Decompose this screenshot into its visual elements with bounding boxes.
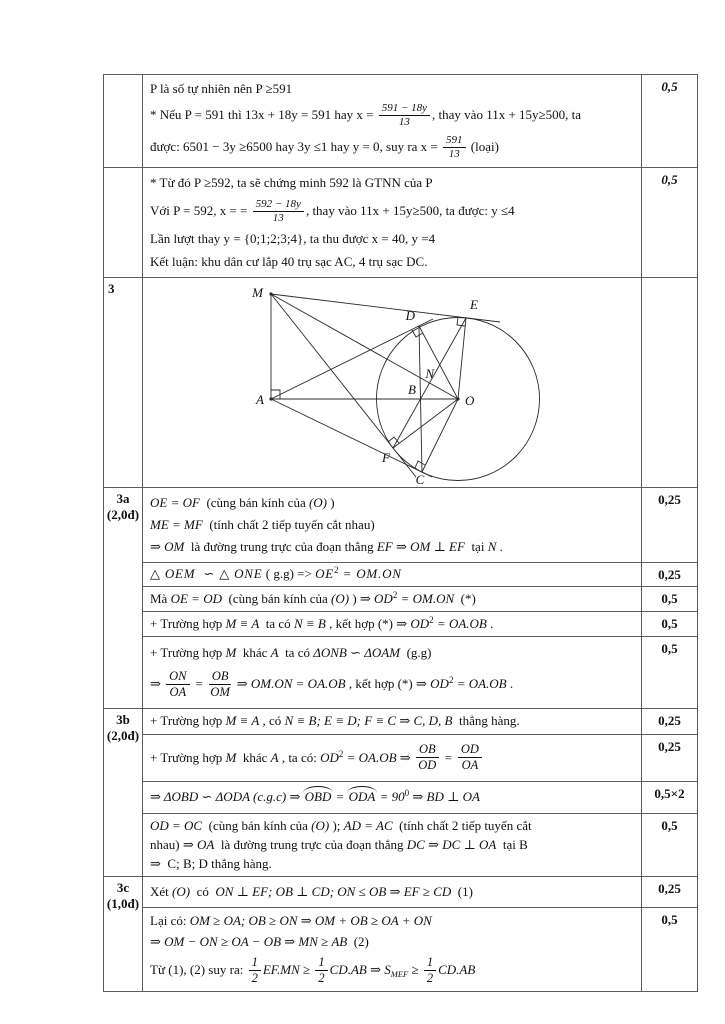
question-points: (1,0đ) <box>106 896 140 911</box>
solution-table <box>103 74 698 992</box>
math-run: OM ≥ OA; OB ≥ ON ⇒ OM + OB ≥ OA + ON <box>189 913 432 929</box>
solution-cell <box>143 612 641 636</box>
text-run: khác <box>236 645 271 661</box>
point-label-D: D <box>405 308 415 323</box>
solution-line <box>150 837 636 853</box>
question-number: 3a <box>116 491 130 506</box>
math-run: ⇒ OM − ON ≥ OA − OB ⇒ MN ≥ AB <box>150 934 348 949</box>
point-label-M: M <box>252 285 263 300</box>
text-run: (cùng bán kính của <box>199 494 309 510</box>
math-fraction: $\frac{592 - 18y}{13}$ <box>253 198 304 225</box>
group-subrows <box>143 488 697 708</box>
solution-cell <box>143 587 641 612</box>
text-run: . <box>486 616 494 632</box>
diagram-segment <box>271 294 500 322</box>
solution-line: Từ (1), (2) suy ra: 1 2 EF.MN ≥ $\frac{1}{2}$ CD.AB ⇒ S MEF ≥ $\frac{1}{2}$ CD.AB <box>150 954 476 985</box>
math-run: OD <box>320 749 339 765</box>
math-fraction: $\frac{OD}{OA}$ <box>458 742 482 773</box>
score-cell: 0,5 <box>641 587 697 612</box>
table-row <box>104 168 697 278</box>
math-fraction: $\frac{591 - 18y}{13}$ <box>379 102 430 129</box>
angle-arc-run: ODA <box>348 789 376 805</box>
solution-line <box>150 254 636 270</box>
solution-cell <box>143 735 641 781</box>
text-run: , ta có: <box>278 749 321 765</box>
solution-line <box>150 175 636 191</box>
text-run: * Nếu P = 591 thì 13x + 18y = 591 hay x = <box>150 107 377 123</box>
solution-line <box>150 645 636 661</box>
math-run: ⇒ OD <box>416 676 449 692</box>
text-run: (*) <box>454 590 476 606</box>
math-run: DC ⇒ DC ⊥ OA <box>406 837 497 853</box>
solution-line <box>150 231 636 247</box>
question-group-row <box>104 709 697 877</box>
score-cell: 0,25 <box>641 877 697 907</box>
text-run: tại B <box>496 837 528 853</box>
text-run: ) <box>327 494 335 510</box>
solution-line <box>150 134 636 161</box>
table-row <box>143 877 697 908</box>
text-run: (tính chất 2 tiếp tuyến cắt nhau) <box>202 516 375 532</box>
text-run: có <box>190 883 216 899</box>
math-run: OE = OF <box>150 494 200 510</box>
math-run: (O) <box>311 818 330 834</box>
question-group-row <box>104 877 697 991</box>
math-run: ON ⊥ EF; OB ⊥ CD; ON ≤ OB ⇒ EF ≥ CD <box>215 883 452 899</box>
math-run: N ≡ B <box>293 616 326 632</box>
math-run: ⇒ OD <box>359 590 393 606</box>
text-run: , kết hợp (*) <box>345 676 417 692</box>
math-run: = <box>332 789 348 805</box>
text-run: là đường trung trực của đoạn thẳng <box>184 538 377 554</box>
question-number: 3b <box>116 712 130 727</box>
solution-line <box>150 818 636 834</box>
text-run: (g.g) <box>400 645 432 661</box>
text-run: nhau) <box>150 837 183 853</box>
diagram-segment <box>271 399 432 477</box>
point-dot <box>269 292 272 295</box>
score-cell: 0,25 <box>641 488 697 562</box>
text-run: + Trường hợp <box>150 749 226 765</box>
math-fraction: $\frac{OB}{OD}$ <box>416 742 439 773</box>
math-run: ⇒ OM <box>150 538 185 554</box>
math-run: M <box>225 749 237 765</box>
table-row <box>143 612 697 637</box>
math-run: N ≡ B; E ≡ D; F ≡ C ⇒ C, D, B <box>284 713 453 729</box>
math-run: M ≡ A <box>225 713 260 729</box>
math-run: ΔONB <box>313 645 347 661</box>
question-points: (2,0đ) <box>106 728 140 743</box>
right-angle-mark <box>415 461 425 468</box>
question-points: (2,0đ) <box>106 507 140 522</box>
math-fraction: $\frac{1}{2}$ <box>315 955 327 986</box>
score-cell: 0,5 <box>641 814 697 876</box>
solution-line <box>150 539 636 555</box>
solution-cell <box>143 75 641 167</box>
math-fraction: $\frac{ON}{OA}$ <box>166 669 189 700</box>
table-row <box>104 278 697 488</box>
point-label-A: A <box>256 392 264 407</box>
point-label-C: C <box>415 472 425 486</box>
group-subrows <box>143 709 697 876</box>
score-cell: 0,5 <box>641 612 697 636</box>
score-cell: 0,25 <box>641 709 697 734</box>
text-run: Lần lượt thay y = {0;1;2;3;4}, ta thu được x = 40, y =4 <box>150 231 436 247</box>
diagram-segment <box>422 399 458 472</box>
solution-line <box>150 198 636 225</box>
text-run: Mà <box>150 590 171 606</box>
text-run: ( g.g) => <box>262 565 316 581</box>
text-run: ∽ <box>346 645 365 661</box>
point-label-O: O <box>465 393 475 408</box>
table-row <box>143 735 697 782</box>
table-row <box>143 563 697 587</box>
text-run: . <box>496 538 503 554</box>
text-run: + Trường hợp <box>150 645 226 661</box>
text-run: ); <box>329 818 344 834</box>
math-run: (O) <box>308 494 328 510</box>
text-run: , thay vào 11x + 15y≥500, ta <box>432 107 582 123</box>
text-run: , thay vào 11x + 15y≥500, ta được: y ≤4 <box>305 203 515 219</box>
math-run: (O) <box>331 590 350 606</box>
math-run: CD.AB <box>438 962 476 977</box>
point-dot <box>269 397 272 400</box>
table-row <box>143 814 697 876</box>
text-run: Với P = 592, x = = <box>150 203 251 219</box>
diagram-segment <box>271 294 416 477</box>
point-label-N: N <box>425 366 434 381</box>
text-run: ta có <box>278 645 314 661</box>
text-run: Xét <box>150 883 173 899</box>
solution-line <box>150 856 636 872</box>
score-cell: 0,5×2 <box>641 782 697 814</box>
question-number-cell <box>104 709 143 876</box>
math-run: AD = AC <box>343 818 393 834</box>
score-cell <box>641 278 697 487</box>
solution-cell <box>143 908 641 991</box>
solution-cell <box>143 782 641 814</box>
text-run: được: 6501 − 3y ≥6500 hay 3y ≤1 hay y = 0, suy ra x = <box>150 139 442 155</box>
text-run: Kết luận: khu dân cư lắp 40 trụ sạc AC, 4 trụ sạc DC. <box>150 253 428 269</box>
math-run: OE = OD <box>170 590 222 606</box>
table-row <box>143 782 697 815</box>
math-run: EF ⇒ OM ⊥ EF <box>376 538 465 554</box>
text-run: (cùng bán kính của <box>221 590 332 606</box>
table-row <box>104 75 697 168</box>
math-run: ≥ <box>408 962 422 977</box>
text-run: + Trường hợp <box>150 616 226 632</box>
geometry-diagram <box>143 278 641 486</box>
math-fraction: $\frac{1}{2}$ <box>424 955 436 986</box>
math-run: = OA.OB <box>433 616 487 632</box>
text-run: (tính chất 2 tiếp tuyến cắt <box>392 818 532 834</box>
math-run: = <box>191 676 207 692</box>
text-run: là đường trung trực của đoạn thẳng <box>214 837 407 853</box>
text-run: (cùng bán kính của <box>202 818 312 834</box>
solution-line <box>150 81 636 97</box>
score-cell: 0,25 <box>641 735 697 781</box>
table-row <box>143 488 697 563</box>
text-run: Từ (1), (2) suy ra: <box>150 962 247 977</box>
text-run: , kết hợp (*) <box>325 616 397 632</box>
solution-line <box>150 102 636 129</box>
math-run: M ≡ A <box>225 616 260 632</box>
diagram-segment <box>393 399 458 448</box>
text-run: ta có <box>259 616 294 632</box>
question-number: 3c <box>116 880 130 895</box>
math-run: ⇒ <box>150 676 165 692</box>
table-row <box>143 587 697 613</box>
solution-line: + Trường hợp M khác A , ta có: OD 2 = OA.OB ⇒ $\frac{OB}{OD}$ = $\frac{OD}{OA}$ <box>150 742 636 773</box>
solution-line <box>150 934 636 950</box>
score-cell: 0,5 <box>641 168 697 277</box>
math-run: ⇒ OM.ON = OA.OB <box>233 676 346 692</box>
score-cell: 0,25 <box>641 563 697 586</box>
math-run: ΔOAM <box>364 645 401 661</box>
score-cell: 0,5 <box>641 75 697 167</box>
point-label-F: F <box>382 450 390 465</box>
solution-line: ⇒ $\frac{ON}{OA}$ = $\frac{OB}{OM}$ ⇒ OM.ON = OA.OB , kết hợp (*) ⇒ OD 2 = OA.OB . <box>150 668 514 699</box>
math-run: OE <box>315 565 335 581</box>
question-number-cell <box>104 75 143 167</box>
point-label-E: E <box>470 297 478 312</box>
solution-line: + Trường hợp M ≡ A ta có N ≡ B , kết hợp (*) ⇒ OD 2 = OA.OB . <box>150 615 494 632</box>
math-run: = OA.OB <box>453 676 507 692</box>
text-run: . <box>506 676 514 692</box>
solution-line: △ OEM ∽ △ ONE ( g.g) => OE 2 = OM.ON <box>150 565 402 581</box>
solution-line: ⇒ ΔOBD ∽ ΔODA (c.g.c) ⇒ OBD = ODA = 90 0 ⇒ BD ⊥ OA <box>150 788 480 805</box>
solution-line <box>150 495 636 511</box>
text-run: tại <box>464 538 488 554</box>
table-row <box>143 908 697 991</box>
math-run: ME = MF <box>150 516 203 532</box>
score-cell: 0,5 <box>641 637 697 708</box>
solution-cell <box>143 709 641 734</box>
math-run: ⇒ ΔOBD <box>150 789 199 805</box>
math-run: = <box>440 749 456 765</box>
text-run: , có <box>259 713 285 729</box>
math-run: = OM.ON <box>397 590 455 606</box>
question-number-cell: 3 <box>104 278 143 487</box>
group-subrows <box>143 877 697 991</box>
text-run: P là số tự nhiên nên P ≥591 <box>150 80 293 96</box>
text-run: khác <box>236 749 271 765</box>
text-run: (loại) <box>467 139 499 155</box>
score-cell: 0,5 <box>641 908 697 991</box>
math-run: ⇒ BD ⊥ OA <box>409 789 480 805</box>
solution-line <box>150 517 636 533</box>
math-run: OD = OC <box>150 818 203 834</box>
angle-arc-run: OBD <box>304 789 332 805</box>
math-run: (O) <box>172 883 191 899</box>
question-number-cell <box>104 877 143 991</box>
text-run: (1) <box>451 883 473 899</box>
math-run: ⇒ <box>150 856 161 872</box>
right-angle-mark <box>271 390 280 399</box>
math-run: M <box>225 645 237 661</box>
solution-cell <box>143 877 641 907</box>
math-fraction: 1 2 <box>249 955 261 986</box>
solution-cell <box>143 814 641 876</box>
table-row <box>143 637 697 708</box>
math-run: = OA.OB ⇒ <box>343 749 414 765</box>
text-run: ) <box>349 590 360 606</box>
table-row <box>143 709 697 735</box>
math-run: ⇒ OA <box>182 837 215 853</box>
diagram-cell <box>143 278 641 487</box>
solution-cell <box>143 168 641 277</box>
text-run: (2) <box>347 934 369 949</box>
math-run: = 90 <box>376 789 405 805</box>
point-label-B: B <box>408 382 416 397</box>
solution-line: Mà OE = OD (cùng bán kính của (O) ) ⇒ OD 2 = OM.ON (*) <box>150 589 476 606</box>
point-dot <box>456 397 459 400</box>
math-run: A <box>270 645 279 661</box>
text-run: Lại có: <box>150 913 190 929</box>
question-number-cell <box>104 168 143 277</box>
question-number-cell <box>104 488 143 708</box>
question-group-row <box>104 488 697 709</box>
solution-cell <box>143 563 641 586</box>
text-run: * Từ đó P ≥592, ta sẽ chứng minh 592 là GTNN của P <box>150 175 433 191</box>
math-run: CD.AB ⇒ S <box>329 962 391 977</box>
math-run: ΔODA (c.g.c) ⇒ <box>215 789 304 805</box>
math-run: A <box>270 749 279 765</box>
solution-line <box>150 913 636 929</box>
solution-line <box>150 713 636 729</box>
math-fraction: $\frac{OB}{OM}$ <box>210 668 230 699</box>
text-run: + Trường hợp <box>150 713 226 729</box>
math-fraction: $\frac{591}{13}$ <box>443 134 466 161</box>
math-run: ⇒ OD <box>396 616 430 632</box>
text-run: C; B; D thẳng hàng. <box>160 856 272 872</box>
solution-cell <box>143 488 641 562</box>
solution-line <box>150 884 636 900</box>
math-run: EF.MN ≥ <box>262 962 314 977</box>
math-run: △ OEM ∽ △ ONE <box>150 565 263 581</box>
text-run: thẳng hàng. <box>452 713 520 729</box>
math-run: N <box>487 538 497 554</box>
solution-cell <box>143 637 641 708</box>
math-run: = OM.ON <box>338 565 402 581</box>
text-run: ∽ <box>198 789 216 805</box>
